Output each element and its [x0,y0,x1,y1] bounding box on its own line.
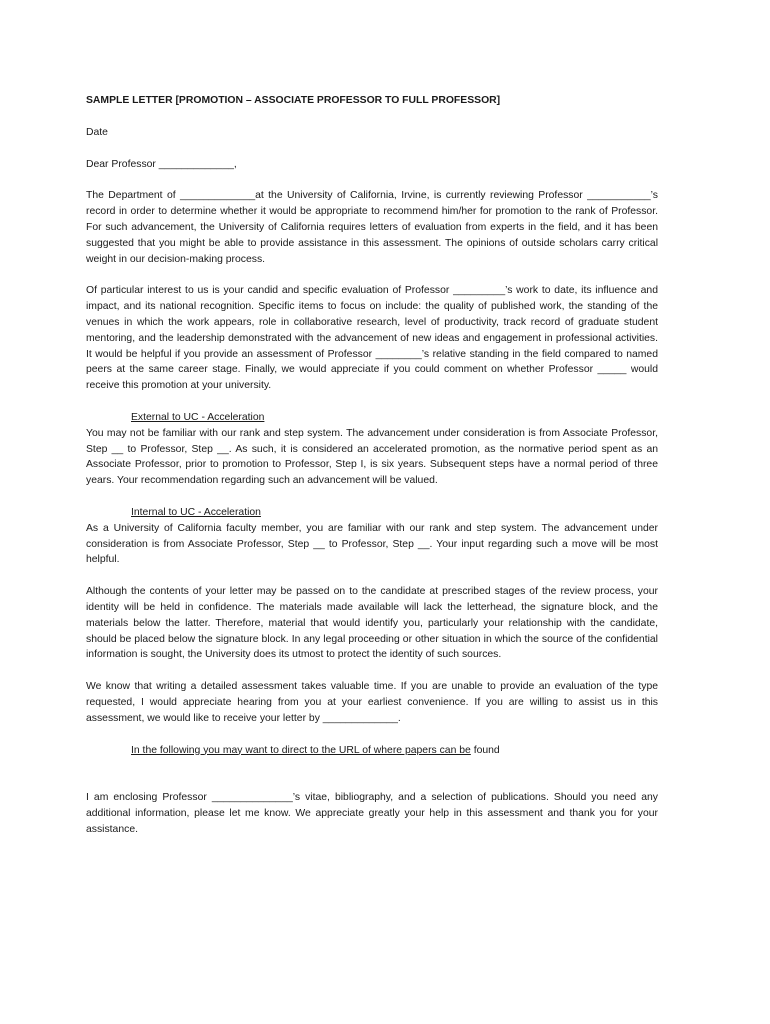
intro-paragraph: The Department of _____________at the University of California, Irvine, is currently reviewing Professor ___________’s record in order to determine whether it would be appropriate to recommend him/her for promotion to the rank of Professor. For such advancement, the University of California requires letters of evaluation from experts in the field, and it has been suggested that you might be able to provide assistance in this assessment. The opinions of outside scholars carry critical weight in our decision-making process. [86,190,658,265]
letter-title: SAMPLE LETTER [PROMOTION – ASSOCIATE PROFESSOR TO FULL PROFESSOR] [86,95,501,106]
url-note [86,743,658,759]
external-heading: External to UC - Acceleration [131,411,265,423]
salutation: Dear Professor _____________, [86,158,237,170]
enclosing-paragraph: I am enclosing Professor ______________’s vitae, bibliography, and a selection of publications. Should you need any additional information, please let me know. We appreciate greatly your help in this assessment and thank you for your assistance. [86,792,658,835]
time-paragraph: We know that writing a detailed assessment takes valuable time. If you are unable to provide an evaluation of the type requested, I would appreciate hearing from you at your earliest convenience. If you are willing to assist us in this assessment, we would like to receive your letter by _____________. [86,681,658,724]
letter-page [86,93,658,854]
url-note-underlined: In the following you may want to direct to the URL of where papers can be [131,744,471,756]
url-note-rest: found [470,744,500,756]
date-line: Date [86,126,108,138]
external-paragraph: You may not be familiar with our rank and step system. The advancement under consideration is from Associate Professor, Step __ to Professor, Step __. As such, it is considered an accelerated promotion, as the normative period spent as an Associate Professor, prior to promotion to Professor, Step I, is six years. Subsequent steps have a normal period of three years. Your recommendation regarding such an advancement will be valued. [86,427,658,487]
internal-heading: Internal to UC - Acceleration [131,506,261,518]
internal-paragraph: As a University of California faculty member, you are familiar with our rank and step system. The advancement under consideration is from Associate Professor, Step __ to Professor, Step __. Your input regarding such a move will be most helpful. [86,522,658,566]
confidentiality-paragraph: Although the contents of your letter may be passed on to the candidate at prescribed stages of the review process, your identity will be held in confidence. The materials made available will lack the letterhead, the signature block, and the materials below the latter. Therefore, material that would identify you, particularly your relationship with the candidate, should be placed below the signature block. In any legal proceeding or other situation in which the source of the confidential information is sought, the University does its utmost to protect the identity of such sources. [86,586,658,661]
evaluation-paragraph: Of particular interest to us is your candid and specific evaluation of Professor _________’s work to date, its influence and impact, and its national recognition. Specific items to focus on include: the quality of published work, the standing of the venues in which the work appears, role in collaborative research, level of productivity, track record of graduate student mentoring, and the leadership demonstrated with the advancement of new ideas and engagement in professional activities. It would be helpful if you provide an assessment of Professor ________’s relative standing in the field compared to named peers at the same career stage. Finally, we would appreciate if you could comment on whether Professor _____ would receive this promotion at your university. [86,285,658,392]
